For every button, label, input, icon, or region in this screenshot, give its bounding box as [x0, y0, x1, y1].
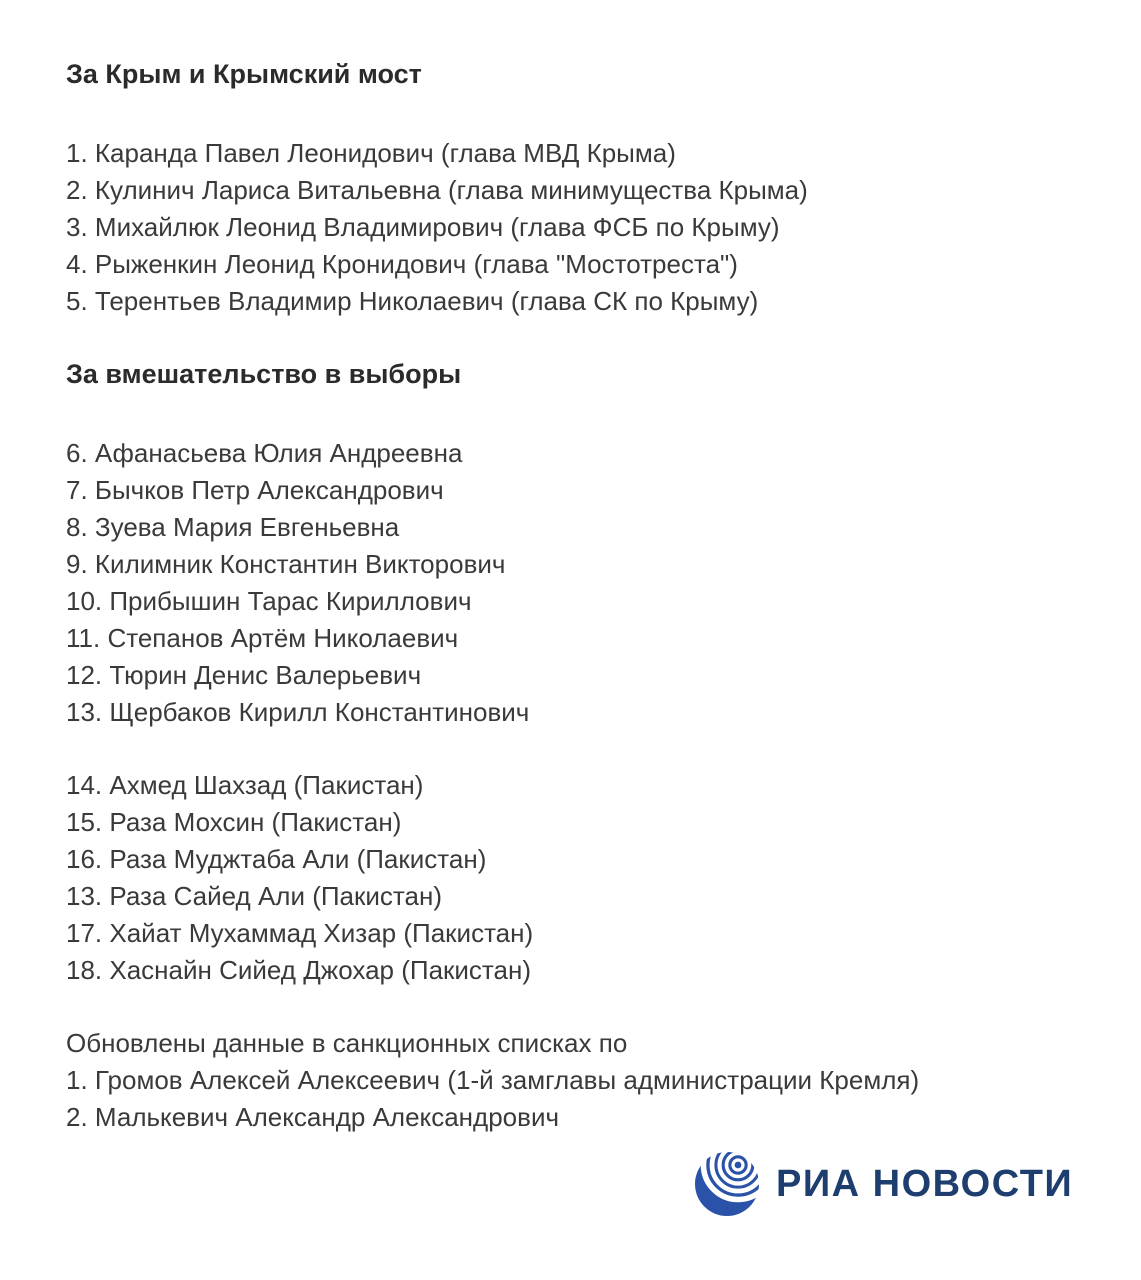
list-item: 3. Михайлюк Леонид Владимирович (глава ФСБ по Крыму) — [66, 212, 780, 242]
list-crimea — [66, 135, 1101, 320]
list-item: 1. Громов Алексей Алексеевич (1-й замглавы администрации Кремля) — [66, 1065, 920, 1095]
list-elections-pakistan — [66, 767, 1101, 989]
list-item: 13. Щербаков Кирилл Константинович — [66, 697, 530, 727]
list-item: 18. Хаснайн Сийед Джохар (Пакистан) — [66, 955, 532, 985]
list-item: 11. Степанов Артём Николаевич — [66, 623, 459, 653]
list-item: 4. Рыженкин Леонид Кронидович (глава "Мостотреста") — [66, 249, 738, 279]
list-item: 8. Зуева Мария Евгеньевна — [66, 512, 400, 542]
list-item: 5. Терентьев Владимир Николаевич (глава СК по Крыму) — [66, 286, 759, 316]
list-item: 17. Хайат Мухаммад Хизар (Пакистан) — [66, 918, 534, 948]
list-item: 16. Раза Муджтаба Али (Пакистан) — [66, 844, 487, 874]
list-item: 10. Прибышин Тарас Кириллович — [66, 586, 472, 616]
list-item: 6. Афанасьева Юлия Андреевна — [66, 438, 463, 468]
list-item: 14. Ахмед Шахзад (Пакистан) — [66, 770, 424, 800]
list-elections — [66, 435, 1101, 731]
list-item: 9. Килимник Константин Викторович — [66, 549, 506, 579]
section-title-crimea: За Крым и Крымский мост — [66, 59, 422, 89]
update-note-intro: Обновлены данные в санкционных списках по — [66, 1028, 628, 1058]
list-item: 1. Каранда Павел Леонидович (глава МВД Крыма) — [66, 138, 676, 168]
list-item: 15. Раза Мохсин (Пакистан) — [66, 807, 402, 837]
list-item: 2. Малькевич Александр Александрович — [66, 1102, 560, 1132]
list-item: 7. Бычков Петр Александрович — [66, 475, 444, 505]
ria-wordmark: РИА НОВОСТИ — [776, 1162, 1074, 1205]
section-title-elections: За вмешательство в выборы — [66, 359, 462, 389]
ria-novosti-logo — [694, 1150, 1073, 1218]
update-note — [66, 1025, 1101, 1136]
list-item: 13. Раза Сайед Али (Пакистан) — [66, 881, 443, 911]
list-item: 12. Тюрин Денис Валерьевич — [66, 660, 422, 690]
ria-globe-icon — [694, 1151, 760, 1217]
list-item: 2. Кулинич Лариса Витальевна (глава минимущества Крыма) — [66, 175, 808, 205]
